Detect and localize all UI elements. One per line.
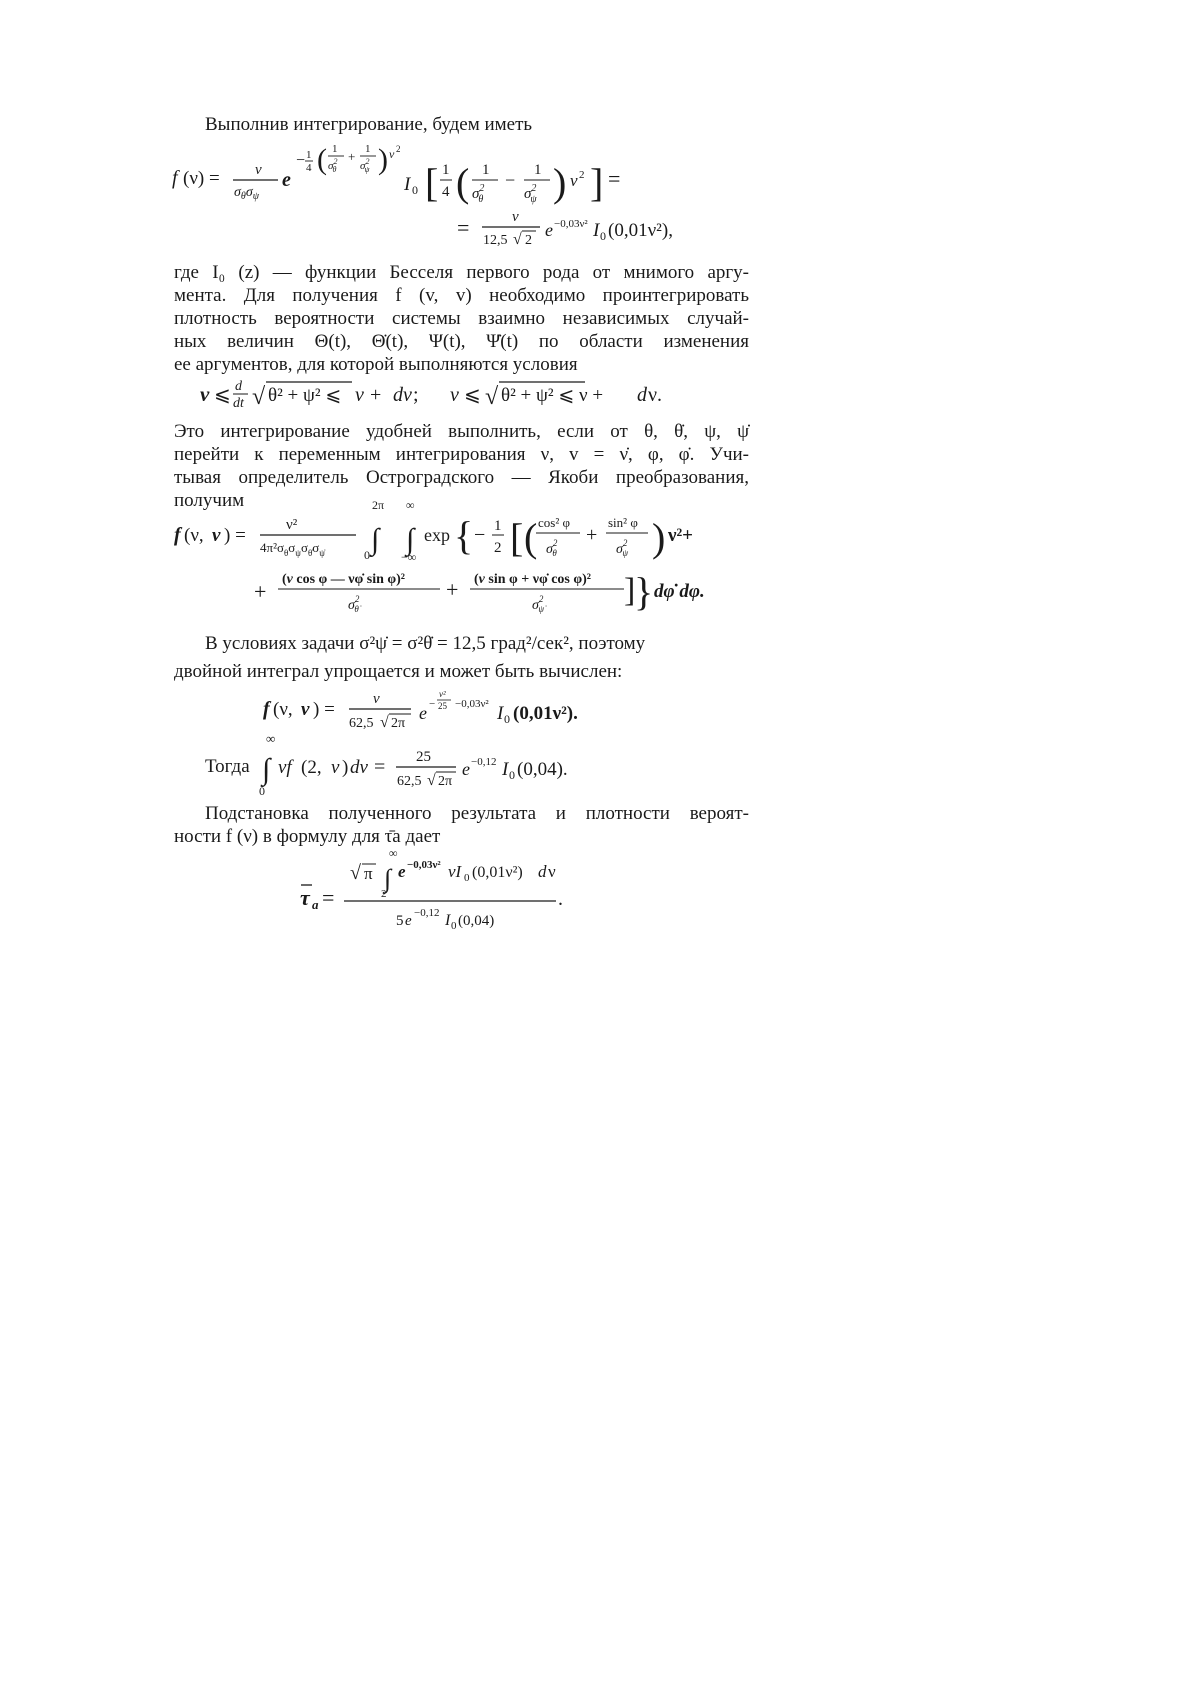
svg-text:(0,04): (0,04) <box>458 913 495 929</box>
svg-text:√: √ <box>513 231 522 248</box>
svg-text:∫: ∫ <box>384 864 392 893</box>
svg-text:vf: vf <box>278 757 292 778</box>
svg-text:2: 2 <box>381 888 387 900</box>
svg-text:−0,03ν²: −0,03ν² <box>554 218 588 230</box>
svg-text:(ν) =: (ν) = <box>183 168 220 189</box>
svg-text:1: 1 <box>442 162 450 178</box>
svg-text:ν²+: ν²+ <box>668 525 694 546</box>
svg-text:ν: ν <box>389 147 395 161</box>
svg-text:4: 4 <box>442 184 450 200</box>
svg-text:(ν,: (ν, <box>273 699 293 720</box>
svg-text:∫: ∫ <box>262 753 271 786</box>
svg-text:θ² + ψ² ⩽ ν +: θ² + ψ² ⩽ ν + <box>501 385 604 406</box>
svg-text:=: = <box>457 215 470 240</box>
bessel-paragraph-line-3: плотность вероятности системы взаимно независимых случай- <box>174 308 749 329</box>
svg-text:−: − <box>296 152 306 169</box>
svg-text:∫: ∫ <box>371 523 380 556</box>
svg-text:12,5: 12,5 <box>483 233 508 248</box>
conditions-paragraph-line-1: В условиях задачи σ²ψ̇ = σ²θ̇ = 12,5 град²/сек², поэтому <box>205 633 646 654</box>
equation-simplified-density-svg <box>263 685 643 735</box>
svg-text:d: d <box>637 384 647 406</box>
equation-density-nu-svg <box>172 138 712 253</box>
svg-text:σ2θ: $\sigma^2$ θ <box>546 538 558 558</box>
svg-text:v: v <box>301 699 310 720</box>
svg-text:[: [ <box>510 515 524 560</box>
svg-text:+: + <box>348 149 356 164</box>
svg-text:62,5: 62,5 <box>349 716 374 731</box>
svg-text:+: + <box>446 577 459 602</box>
bessel-paragraph-line-1: где I₀ (z) — функции Бесселя первого рода от мнимого аргу- <box>174 262 749 283</box>
svg-text:ν²: ν² <box>286 517 298 533</box>
svg-text:(0,01ν²): (0,01ν²) <box>472 864 523 881</box>
svg-text:1: 1 <box>482 162 490 178</box>
svg-text:σ2ψ̇: $\sigma^2$ ψ̇ <box>532 594 544 614</box>
svg-text:⩽: ⩽ <box>464 384 481 406</box>
svg-text:θ² + ψ² ⩽: θ² + ψ² ⩽ <box>268 385 342 406</box>
svg-text:−: − <box>505 170 516 190</box>
svg-text:0: 0 <box>364 548 370 562</box>
svg-text:f: f <box>263 698 270 720</box>
svg-text:{: { <box>454 513 474 558</box>
substitution-paragraph-line-2: ности f (ν) в формулу для τ̄a дает <box>174 826 441 847</box>
svg-text:(0,04).: (0,04). <box>517 759 568 780</box>
svg-text:5: 5 <box>396 913 404 929</box>
svg-text:1: 1 <box>306 149 312 161</box>
svg-text:2π: 2π <box>391 716 406 731</box>
svg-text:ν: ν <box>512 209 519 225</box>
svg-text:e: e <box>545 220 553 240</box>
svg-text:0: 0 <box>504 712 510 726</box>
equation-tau-a <box>300 845 600 941</box>
svg-text:2: 2 <box>579 169 585 181</box>
svg-text:−0,03ν²: −0,03ν² <box>407 859 441 871</box>
svg-text:√: √ <box>485 384 499 410</box>
substitution-paragraph-line-1: Подстановка полученного результата и плотности вероят- <box>205 803 749 824</box>
svg-text:√: √ <box>252 384 266 410</box>
equation-condition <box>200 372 720 420</box>
svg-text:]: ] <box>590 160 604 205</box>
intro-text: Выполнив интегрирование, будем иметь <box>205 114 533 135</box>
svg-text:.: . <box>558 888 563 910</box>
svg-text:1: 1 <box>365 143 371 155</box>
svg-text:exp: exp <box>424 525 450 545</box>
svg-text:f: f <box>172 167 178 189</box>
svg-text:σ2ψ: $\sigma^2$ ψ <box>524 183 537 205</box>
svg-text:cos² φ: cos² φ <box>538 515 570 530</box>
svg-text:0: 0 <box>412 183 418 197</box>
svg-text:e: e <box>419 703 427 723</box>
svg-text:+: + <box>254 579 267 604</box>
svg-text:0: 0 <box>600 229 606 243</box>
bessel-paragraph-line-5: ее аргументов, для которой выполняются условия <box>174 354 578 375</box>
equation-integral-v-svg <box>256 731 636 801</box>
svg-text:(: ( <box>524 515 538 560</box>
svg-text:v: v <box>331 757 340 778</box>
svg-text:ν: ν <box>570 171 578 190</box>
equation-tau-a-svg <box>300 845 600 935</box>
svg-text:−0,12: −0,12 <box>471 756 497 768</box>
svg-text:0: 0 <box>464 872 470 884</box>
svg-text:0: 0 <box>259 784 265 798</box>
svg-text:dt: dt <box>233 396 244 411</box>
svg-text:√: √ <box>427 772 436 789</box>
svg-text:−: − <box>429 698 436 710</box>
svg-text:2: 2 <box>494 540 502 556</box>
svg-text:;: ; <box>413 384 419 406</box>
svg-text:ν: ν <box>373 691 380 707</box>
svg-text:(2,: (2, <box>301 757 322 778</box>
svg-text:ν: ν <box>450 384 459 406</box>
svg-text:e: e <box>282 169 291 191</box>
svg-text:σ2θ: $\sigma^2$ θ <box>328 157 338 174</box>
svg-text:d: d <box>235 379 242 394</box>
svg-text:) =: ) = <box>224 525 246 546</box>
svg-text:νI: νI <box>448 862 462 881</box>
svg-text:dv: dv <box>350 757 368 778</box>
svg-text:62,5: 62,5 <box>397 774 422 789</box>
svg-text:∫: ∫ <box>406 523 415 556</box>
svg-text:) =: ) = <box>313 699 335 720</box>
svg-text:): ) <box>553 160 567 205</box>
svg-text:I: I <box>593 220 600 241</box>
then-word: Тогда <box>205 756 250 777</box>
svg-text:σ2ψ: $\sigma^2$ ψ <box>616 538 628 558</box>
svg-text:v: v <box>200 382 210 406</box>
svg-text:0: 0 <box>451 920 457 932</box>
svg-text:σ2θ̇: $\sigma^2$ θ̇ <box>348 594 360 614</box>
svg-text:25: 25 <box>416 749 431 765</box>
svg-text:d: d <box>538 862 547 881</box>
bessel-paragraph-line-4: ных величин Θ(t), Θ̇(t), Ψ(t), Ψ̇(t) по области изменения <box>174 331 749 352</box>
svg-text:I: I <box>445 912 451 929</box>
svg-text:∞: ∞ <box>389 846 398 860</box>
svg-text:σθσψ: $\sigma_\theta\sigma_\psi$ <box>234 185 259 202</box>
svg-text:2: 2 <box>525 233 532 248</box>
change-paragraph-line-3: тывая определитель Остроградского — Якоби преобразования, <box>174 467 749 488</box>
svg-text:+: + <box>370 384 382 406</box>
svg-text:2: 2 <box>396 144 401 154</box>
svg-text:(v cos φ — νφ̇ sin φ)²: (v cos φ — νφ̇ sin φ)² <box>282 572 405 587</box>
svg-text:(0,01ν²),: (0,01ν²), <box>608 220 673 241</box>
svg-text:σ2θ: $\sigma^2$ θ <box>472 183 485 205</box>
svg-text:]: ] <box>624 572 636 609</box>
svg-text:}: } <box>634 569 654 614</box>
svg-text:4: 4 <box>306 162 312 174</box>
change-paragraph-line-1: Это интегрирование удобней выполнить, если от θ, θ̇, ψ, ψ̇ <box>174 421 749 442</box>
svg-text:): ) <box>378 143 388 176</box>
svg-text:2π: 2π <box>438 774 453 789</box>
svg-text:=: = <box>608 166 621 191</box>
svg-text:25: 25 <box>438 701 447 711</box>
svg-text:1: 1 <box>332 143 338 155</box>
svg-text:dφ̇ dφ.: dφ̇ dφ. <box>654 581 705 602</box>
svg-text:−∞: −∞ <box>401 550 417 564</box>
svg-text:⩽: ⩽ <box>214 384 231 406</box>
svg-text:v²: v² <box>439 689 446 699</box>
svg-text:ν: ν <box>255 162 262 178</box>
svg-text:(ν,: (ν, <box>184 525 204 546</box>
svg-text:=: = <box>322 885 335 910</box>
svg-text:=: = <box>374 756 386 778</box>
svg-text:e: e <box>398 862 406 881</box>
svg-text:): ) <box>342 757 349 778</box>
svg-text:τ: τ <box>300 885 310 910</box>
svg-text:(v sin φ + νφ̇ cos φ)²: (v sin φ + νφ̇ cos φ)² <box>474 572 591 587</box>
svg-text:v: v <box>355 384 364 406</box>
svg-text:∞: ∞ <box>266 731 276 746</box>
svg-text:a: a <box>312 897 319 912</box>
conditions-paragraph-line-2: двойной интеграл упрощается и может быть вычислен: <box>174 661 623 682</box>
svg-text:∞: ∞ <box>406 498 415 512</box>
bessel-paragraph-line-2: мента. Для получения f (v, v) необходимо проинтегрировать <box>174 285 749 306</box>
equation-condition-svg <box>200 372 720 414</box>
svg-text:+: + <box>586 524 598 546</box>
svg-text:f: f <box>174 524 181 546</box>
svg-text:[: [ <box>425 160 439 205</box>
svg-text:4π²σθσψσθ̇σψ̇: $4\pi^2\sigma_\theta\sigma_\psi\sigma_{\thetȧ}\sigma_{\psi̇}$ <box>260 540 325 558</box>
change-paragraph-line-2: перейти к переменным интегрирования ν, v = ν̇, φ, φ̇. Учи- <box>174 444 749 465</box>
svg-text:2π: 2π <box>372 498 385 512</box>
svg-text:I: I <box>497 703 504 724</box>
svg-text:1: 1 <box>494 518 502 534</box>
equation-integral-v <box>256 731 636 807</box>
svg-text:I: I <box>502 759 509 780</box>
svg-text:−: − <box>474 524 486 546</box>
svg-text:0: 0 <box>509 768 515 782</box>
equation-density-nu <box>172 138 712 259</box>
svg-text:√: √ <box>380 714 389 731</box>
svg-text:−0,12: −0,12 <box>414 907 440 919</box>
svg-text:e: e <box>462 759 470 779</box>
svg-text:dv: dv <box>393 384 412 406</box>
svg-text:(: ( <box>317 143 327 176</box>
svg-text:e: e <box>405 913 412 929</box>
svg-text:π: π <box>364 864 373 883</box>
svg-text:1: 1 <box>534 162 542 178</box>
svg-text:−0,03ν²: −0,03ν² <box>455 698 489 710</box>
svg-text:ν.: ν. <box>648 384 663 406</box>
svg-text:): ) <box>652 515 666 560</box>
svg-text:σ2ψ: $\sigma^2$ ψ <box>360 157 370 174</box>
equation-joint-density-svg <box>174 497 714 622</box>
svg-text:√: √ <box>350 862 361 884</box>
svg-text:I: I <box>404 174 411 195</box>
svg-text:sin² φ: sin² φ <box>608 515 638 530</box>
svg-text:v: v <box>212 525 221 546</box>
change-paragraph-line-4: получим <box>174 490 245 511</box>
svg-text:ν: ν <box>548 862 556 881</box>
equation-joint-density <box>174 497 714 628</box>
svg-text:(: ( <box>456 160 470 205</box>
svg-text:(0,01ν²).: (0,01ν²). <box>513 703 578 724</box>
